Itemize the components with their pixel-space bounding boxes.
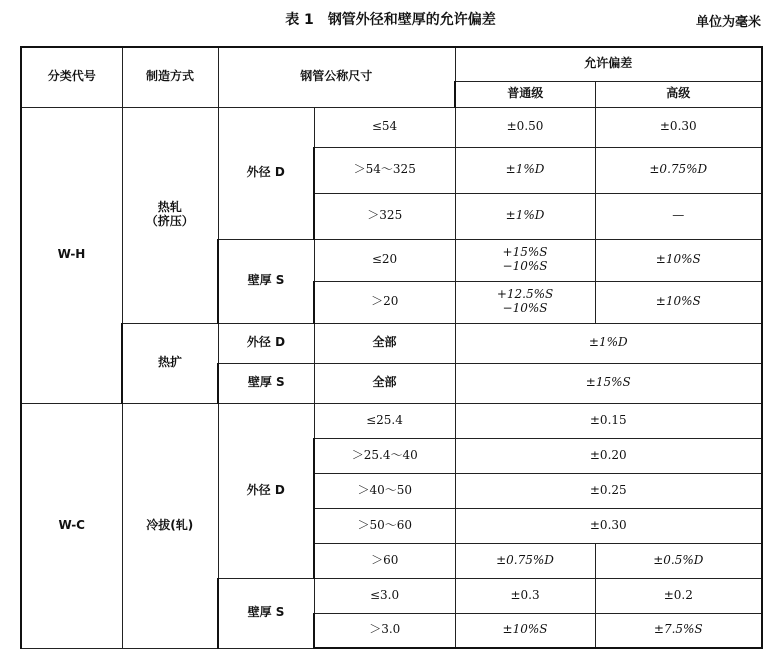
table-title bbox=[0, 9, 781, 29]
tolerance-cell: ±15%S bbox=[455, 363, 762, 403]
high-tolerance-cell: — bbox=[595, 193, 762, 239]
unit-label: 单位为毫米 bbox=[695, 15, 761, 30]
tolerance-cell: ±0.25 bbox=[455, 473, 762, 508]
tolerance-cell: ±1%D bbox=[455, 323, 762, 363]
table-row bbox=[21, 107, 762, 147]
table-row bbox=[21, 403, 762, 438]
size-cell: ＞3.0 bbox=[314, 613, 455, 648]
header-size: 钢管公称尺寸 bbox=[218, 47, 455, 107]
size-cell: ＞54～325 bbox=[314, 147, 455, 193]
high-tolerance-cell: ±10%S bbox=[595, 281, 762, 323]
high-tolerance-cell: ±7.5%S bbox=[595, 613, 762, 648]
table-number: 表 1 bbox=[285, 12, 314, 28]
dim-wt-label: 壁厚 S bbox=[218, 578, 314, 648]
normal-tolerance-cell: ±1%D bbox=[455, 193, 595, 239]
tolerance-lower: −10%S bbox=[502, 259, 548, 273]
method-hot-rolled bbox=[122, 107, 218, 323]
category-wh: W-H bbox=[21, 107, 122, 403]
size-cell: ＞40～50 bbox=[314, 473, 455, 508]
table-row bbox=[21, 323, 762, 363]
dim-od-label: 外径 D bbox=[218, 107, 314, 239]
tolerance-cell: ±0.15 bbox=[455, 403, 762, 438]
method-hot-rolled-line2: （挤压） bbox=[145, 214, 194, 228]
dim-od-label: 外径 D bbox=[218, 403, 314, 578]
tolerance-table bbox=[20, 46, 763, 649]
size-cell: ≤3.0 bbox=[314, 578, 455, 613]
size-cell: ＞20 bbox=[314, 281, 455, 323]
method-hot-rolled-line1: 热轧 bbox=[157, 200, 182, 215]
size-cell: 全部 bbox=[314, 323, 455, 363]
normal-tolerance-cell: ±0.75%D bbox=[455, 543, 595, 578]
normal-tolerance-cell: ±0.3 bbox=[455, 578, 595, 613]
tolerance-upper: +12.5%S bbox=[496, 287, 554, 302]
size-cell: ＞325 bbox=[314, 193, 455, 239]
header-method: 制造方式 bbox=[122, 47, 218, 107]
category-wc: W-C bbox=[21, 403, 122, 648]
header-row bbox=[21, 47, 762, 81]
high-tolerance-cell: ±10%S bbox=[595, 239, 762, 281]
size-cell: ≤20 bbox=[314, 239, 455, 281]
header-high: 高级 bbox=[595, 81, 762, 107]
method-hot-expanded: 热扩 bbox=[122, 323, 218, 403]
tolerance-cell: ±0.20 bbox=[455, 438, 762, 473]
dim-od-label: 外径 D bbox=[218, 323, 314, 363]
header-normal: 普通级 bbox=[455, 81, 595, 107]
tolerance-cell: ±0.30 bbox=[455, 508, 762, 543]
high-tolerance-cell: ±0.5%D bbox=[595, 543, 762, 578]
tolerance-lower: −10%S bbox=[502, 301, 548, 315]
high-tolerance-cell: ±0.75%D bbox=[595, 147, 762, 193]
size-cell: ＞25.4～40 bbox=[314, 438, 455, 473]
dim-wt-label: 壁厚 S bbox=[218, 239, 314, 323]
size-cell: ＞60 bbox=[314, 543, 455, 578]
normal-tolerance-cell: ±0.50 bbox=[455, 107, 595, 147]
dim-wt-label: 壁厚 S bbox=[218, 363, 314, 403]
header-category: 分类代号 bbox=[21, 47, 122, 107]
high-tolerance-cell: ±0.30 bbox=[595, 107, 762, 147]
size-cell: ≤54 bbox=[314, 107, 455, 147]
header-tolerance: 允许偏差 bbox=[455, 47, 762, 81]
normal-tolerance-cell bbox=[455, 239, 595, 281]
table-title-text: 钢管外径和壁厚的允许偏差 bbox=[327, 12, 496, 28]
size-cell: ＞50～60 bbox=[314, 508, 455, 543]
normal-tolerance-cell: ±10%S bbox=[455, 613, 595, 648]
normal-tolerance-cell: ±1%D bbox=[455, 147, 595, 193]
high-tolerance-cell: ±0.2 bbox=[595, 578, 762, 613]
normal-tolerance-cell bbox=[455, 281, 595, 323]
size-cell: 全部 bbox=[314, 363, 455, 403]
method-cold-drawn: 冷拔(轧) bbox=[122, 403, 218, 648]
tolerance-upper: +15%S bbox=[502, 245, 548, 260]
size-cell: ≤25.4 bbox=[314, 403, 455, 438]
